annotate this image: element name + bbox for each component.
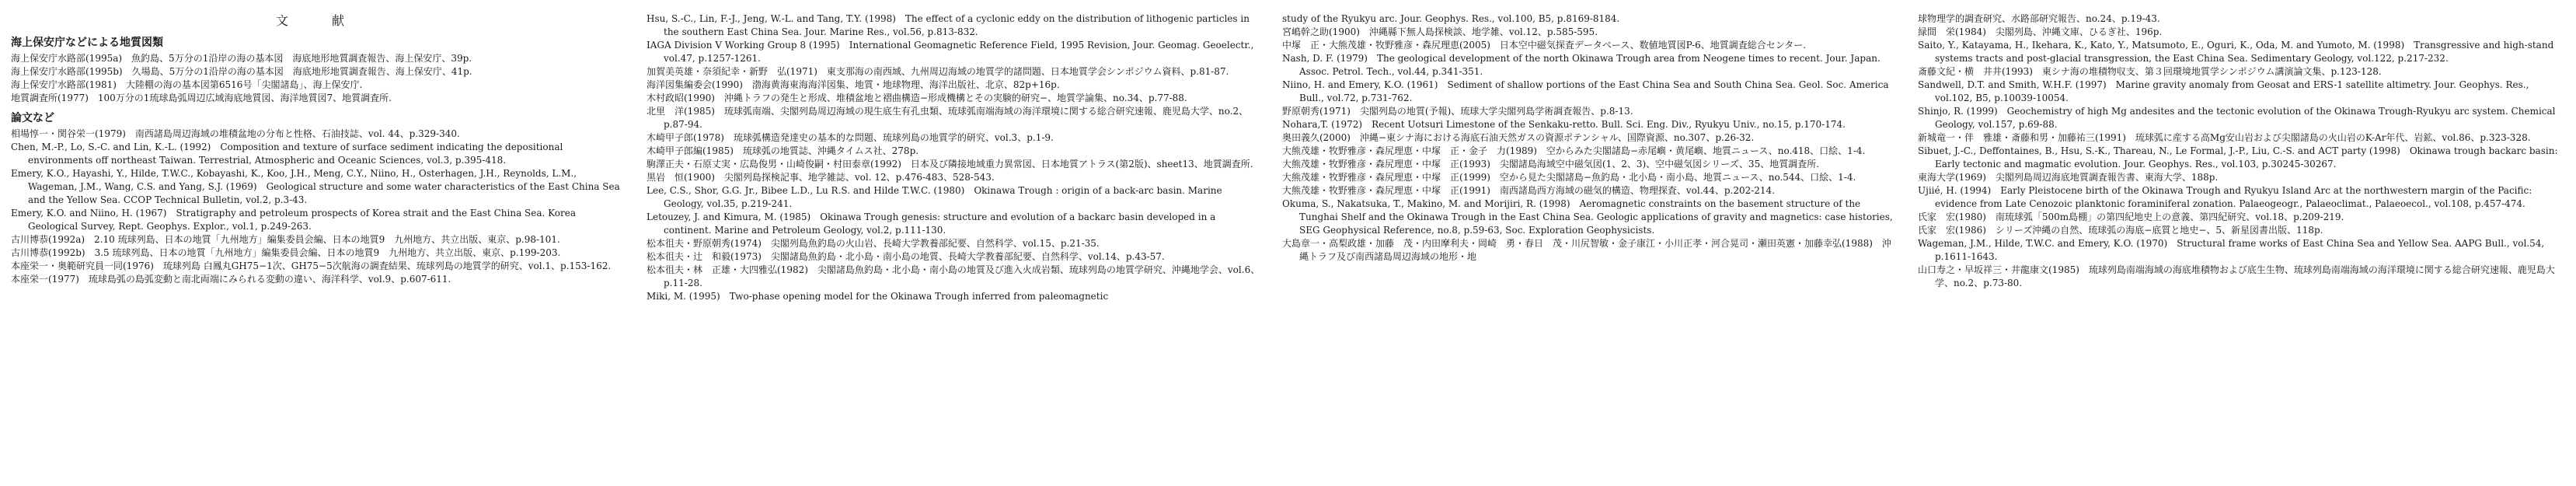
reference-item: 北里 洋(1985) 琉球弧南端、尖閣列島周辺海域の現生底生有孔虫類、琉球弧南端海域の海洋環境に関する総合研究速報、鹿児島大学、no.2、p.87-94. [647, 106, 1249, 130]
reference-item: 木崎甲子郎編(1985) 琉球弧の地質誌、沖縄タイムス社、278p. [647, 145, 919, 156]
reference-item: 木村政昭(1990) 沖縄トラフの発生と形成、堆積盆地と褶曲構造−形成機構とその実験的研究−、地質学論集、no.34、p.77-88. [647, 93, 1187, 103]
reference-item: Nohara,T. (1972) Recent Uotsuri Limestone of the Senkaku-retto. Bull. Sci. Eng. Div., Ryukyu Univ., no.15, p.170-174. [1282, 119, 1846, 130]
reference-item: 中塚 正・大熊茂雄・牧野雅彦・森尻理恵(2005) 日本空中磁気探査データベース、数値地質図P-6、地質調査総合センター. [1282, 40, 1807, 51]
reference-item: 古川博恭(1992a) 2.10 琉球列島、日本の地質「九州地方」編集委員会編、日本の地質9 九州地方、共立出版、東京、p.98-101. [11, 234, 560, 245]
reference-item: Shinjo, R. (1999) Geochemistry of high Mg andesites and the tectonic evolution of the Okinawa Trough-Ryukyu arc system. Chemical Geology, vol.157, p.69-88. [1918, 106, 2556, 130]
reference-item: 相場惇一・関谷栄一(1979) 南西諸島周辺海域の堆積盆地の分布と性格、石油技誌、vol. 44、p.329-340. [11, 128, 460, 139]
reference-item: 海上保安庁水路部(1995a) 魚釣島、5万分の1沿岸の海の基本図 海底地形地質調査報告、海上保安庁、39p. [11, 53, 472, 64]
reference-item: Hsu, S.-C., Lin, F.-J., Jeng, W.-L. and Tang, T.Y. (1998) The effect of a cyclonic eddy on the distribution of lithogenic particles in the southern East China Sea. Jour. Marine Res., vol.56, p.813-832. [647, 13, 1250, 37]
reference-item: Letouzey, J. and Kimura, M. (1985) Okinawa Trough genesis: structure and evolution of a backarc basin developed in a continent. Marine and Petroleum Geology, vol.2, p.111-130. [647, 212, 1216, 236]
reference-item: Sibuet, J.-C., Deffontaines, B., Hsu, S.-K., Thareau, N., Le Formal, J.-P., Liu, C.-S. and ACT party (1998) Okinawa trough backarc basin: Early tectonic and magmatic evolution. Jour. Geophys. Res., vol.103, p.30245-30267. [1918, 145, 2558, 170]
reference-item: 山口寿之・早坂祥三・井龍康文(1985) 琉球列島南端海域の海底堆積物および底生生物、琉球列島南端海域の海洋環境に関する総合研究速報、鹿児島大学、no.2、p.73-80. [1918, 264, 2555, 288]
reference-item: 東海大学(1969) 尖閣列島周辺海底地質調査報告書、東海大学、188p. [1918, 172, 2219, 183]
reference-item: Okuma, S., Nakatsuka, T., Makino, M. and Morijiri, R. (1998) Aeromagnetic constraints on the basement structure of the Tunghai Shelf and the Okinawa Trough in the East China Sea. Geologic applications of gravity and magnetics: case histories, SEG Geophysical Reference, no.8, p.59-63, Soc. Exploration Geophysicists. [1282, 198, 1893, 236]
column-3 [1282, 12, 1896, 264]
reference-item: Ujiié, H. (1994) Early Pleistocene birth of the Okinawa Trough and Ryukyu Island Arc at the northwestern margin of the Pacific: evidence from Late Cenozoic planktonic foraminiferal zonation. Palaeogeogr., Palaeoclimat., Palaeoecol., vol.108, p.457-474. [1918, 185, 2532, 209]
reference-item: 緑間 栄(1984) 尖閣列島、沖縄文庫、ひるぎ社、196p. [1918, 26, 2163, 37]
reference-item: Lee, C.S., Shor, G.G. Jr., Bibee L.D., Lu R.S. and Hilde T.W.C. (1980) Okinawa Trough : origin of a back-arc basin. Marine Geology, vol.35, p.219-241. [647, 185, 1222, 209]
reference-item: 木崎甲子郎(1978) 琉球弧構造発達史の基本的な問題、琉球列島の地質学的研究、vol.3、p.1-9. [647, 132, 1054, 143]
column-2 [647, 12, 1260, 303]
reference-item: Niino, H. and Emery, K.O. (1961) Sediment of shallow portions of the East China Sea and South China Sea. Geol. Soc. America Bull., vol.72, p.731-762. [1282, 79, 1889, 103]
reference-item: 松本徂夫・林 正雄・大四雅弘(1982) 尖閣諸島魚釣島・北小島・南小島の地質及び進入火成岩類、琉球列島の地質学研究、沖縄地学会、vol.6、p.11-28. [647, 264, 1260, 288]
reference-item: 海洋図集編委会(1990) 渤海黄海東海海洋図集、地質・地球物理、海洋出版社、北京、82p+16p. [647, 79, 1060, 90]
reference-item: 野原朝秀(1971) 尖閣列島の地質(予報)、琉球大学尖閣列島学術調査報告、p.8-13. [1282, 106, 1633, 117]
reference-item: Nash, D. F. (1979) The geological development of the north Okinawa Trough area from Neogene times to recent. Jour. Japan. Assoc. Petrol. Tech., vol.44, p.341-351. [1282, 53, 1881, 77]
reference-item: Chen, M.-P., Lo, S.-C. and Lin, K.-L. (1992) Composition and texture of surface sediment indicating the depositional environments off northeast Taiwan. Terrestrial, Atmospheric and Oceanic Sciences, vol.3, p.395-418. [11, 142, 563, 166]
reference-item: 大熊茂雄・牧野雅彦・森尻理恵・中塚 正(1999) 空から見た尖閣諸島−魚釣島・北小島・南小島、地質ニュース、no.544、口絵、1-4. [1282, 172, 1856, 183]
reference-item: 宮嶋幹之助(1900) 沖縄縣下無人島探検談、地学雑、vol.12、p.585-595. [1282, 26, 1598, 37]
reference-item: 黒岩 恒(1900) 尖閣列島探検記事、地学雑誌、vol. 12、p.476-483、528-543. [647, 172, 995, 183]
reference-item: 古川博恭(1992b) 3.5 琉球列島、日本の地質「九州地方」編集委員会編、日本の地質9 九州地方、共立出版、東京、p.199-203. [11, 247, 561, 258]
reference-item: 斎藤文紀・横 井井(1993) 東シナ海の堆積物収支、第３回環境地質学シンポジウム講演論文集、p.123-128. [1918, 66, 2382, 77]
section-heading-maps: 海上保安庁などによる地質図類 [11, 37, 163, 49]
reference-item: Sandwell, D.T. and Smith, W.H.F. (1997) Marine gravity anomaly from Geosat and ERS-1 satellite altimetry. Jour. Geophys. Res., vol.102, B5, p.10039-10054. [1918, 79, 2529, 103]
references-title: 文 献 [275, 13, 360, 28]
section-heading-papers: 論文など [11, 112, 54, 124]
reference-item: Emery, K.O. and Niino, H. (1967) Stratigraphy and petroleum prospects of Korea strait and the East China Sea. Korea Geological Survey, Rept. Geophys. Explor., vol.1, p.249-263. [11, 208, 577, 232]
reference-item: 加賀美英雄・奈須紀幸・新野 弘(1971) 東支那海の南西域、九州周辺海域の地質学的諸問題、日本地質学会シンポジウム資料、p.81-87. [647, 66, 1229, 77]
reference-item: 大島章一・高梨政雄・加藤 茂・内田摩利夫・岡崎 勇・春日 茂・川尻智敏・金子康江・小川正孝・河合晃司・瀬田英憲・加藤幸弘(1988) 沖縄トラフ及び南西諸島周辺海域の地形・地 [1282, 238, 1891, 262]
reference-item: 松本徂夫・野原朝秀(1974) 尖閣列島魚釣島の火山岩、長崎大学教養部紀要、自然科学、vol.15、p.21-35. [647, 238, 1100, 249]
reference-item: 地質調査所(1977) 100万分の1琉球島弧周辺広域海底地質図、海洋地質図7、地質調査所. [11, 93, 392, 103]
reference-item: 氏家 宏(1980) 南琉球弧「500m島棚」の第四紀地史上の意義、第四紀研究、vol.18、p.209-219. [1918, 212, 2344, 222]
reference-item: IAGA Division V Working Group 8 (1995) International Geomagnetic Reference Field, 1995 Revision, Jour. Geomag. Geoelectr., vol.47, p.1257-1261. [647, 40, 1254, 64]
reference-item: 大熊茂雄・牧野雅彦・森尻理恵・中塚 正(1993) 尖閣諸島海域空中磁気図(1、2、3)、空中磁気図シリーズ、35、地質調査所. [1282, 159, 1820, 170]
column-1 [11, 12, 625, 286]
reference-item: 氏家 宏(1986) シリーズ沖縄の自然、琉球弧の海底−底質と地史−、5、新星図書出版、118p. [1918, 225, 2323, 236]
reference-item: 海上保安庁水路部(1995b) 久場島、5万分の1沿岸の海の基本図 海底地形地質調査報告、海上保安庁、41p. [11, 66, 472, 77]
reference-item: 駒澤正夫・石原丈実・広島俊男・山崎俊嗣・村田泰章(1992) 日本及び隣接地域重力異常図、日本地質アトラス(第2版)、sheet13、地質調査所. [647, 159, 1253, 170]
reference-item: 大熊茂雄・牧野雅彦・森尻理恵・中塚 正・金子 力(1989) 空からみた尖閣諸島−赤尾嶼・黄尾嶼、地質ニュース、no.418、口絵、1-4. [1282, 145, 1866, 156]
reference-item: study of the Ryukyu arc. Jour. Geophys. Res., vol.100, B5, p.8169-8184. [1282, 13, 1620, 24]
reference-item: Emery, K.O., Hayashi, Y., Hilde, T.W.C., Kobayashi, K., Koo, J.H., Meng, C.Y., Niino, H., Osterhagen, J.H., Reynolds, L.M., Wageman, J.M., Wang, C.S. and Yang, S.J. (1969) Geological structure and some water characteristics of the East China Sea and the Yellow Sea. CCOP Technical Bulletin, vol.2, p.3-43. [11, 168, 620, 205]
reference-item: 新城竜一・伴 雅雄・斎藤和男・加藤祐三(1991) 琉球弧に産する高Mg安山岩および尖閣諸島の火山岩のK-Ar年代、岩鉱、vol.86、p.323-328. [1918, 132, 2531, 143]
reference-item: 球物理学的調査研究、水路部研究報告、no.24、p.19-43. [1918, 13, 2160, 24]
reference-item: Miki, M. (1995) Two-phase opening model for the Okinawa Trough inferred from paleomagnetic [647, 291, 1109, 302]
reference-item: 大熊茂雄・牧野雅彦・森尻理恵・中塚 正(1991) 南西諸島西方海域の磁気的構造、物理探査、vol.44、p.202-214. [1282, 185, 1776, 196]
reference-item: Saito, Y., Katayama, H., Ikehara, K., Kato, Y., Matsumoto, E., Oguri, K., Oda, M. and Yumoto, M. (1998) Transgressive and high-stand systems tracts and post-glacial transgression, the East China Sea. Sedimentary Geology, vol.122, p.217-232. [1918, 40, 2554, 64]
reference-item: Wageman, J.M., Hilde, T.W.C. and Emery, K.O. (1970) Structural frame works of East China Sea and Yellow Sea. AAPG Bull., vol.54, p.1611-1643. [1918, 238, 2545, 262]
reference-item: 奥田義久(2000) 沖縄−東シナ海における海底石油天然ガスの資源ポテンシャル、国際資源、no.307、p.26-32. [1282, 132, 1755, 143]
reference-item: 松本徂夫・辻 和毅(1973) 尖閣諸島魚釣島・北小島・南小島の地質、長崎大学教養部紀要、自然科学、vol.14、p.43-57. [647, 251, 1165, 262]
column-4 [1918, 12, 2563, 290]
reference-item: 本座栄一・奥範研究員一同(1976) 琉球列島 白鳳丸GH75−1次、GH75−5次航海の調査結果、琉球列島の地質学的研究、vol.1、p.153-162. [11, 260, 612, 271]
reference-item: 海上保安庁水路部(1981) 大陸棚の海の基本図第6516号「尖閣諸島」、海上保安庁. [11, 79, 363, 90]
reference-item: 本座栄一(1977) 琉球島弧の島弧変動と南北両端にみられる変動の違い、海洋科学、vol.9、p.607-611. [11, 274, 451, 285]
